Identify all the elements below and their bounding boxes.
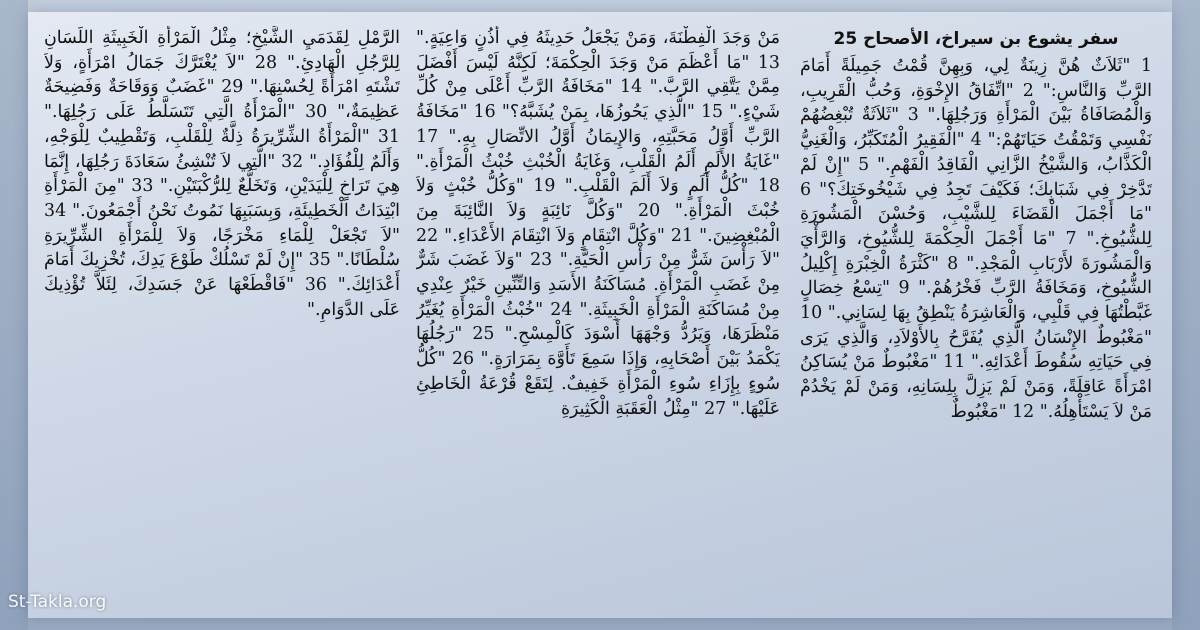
column-1-text: 1 "ثَلاَثٌ هُنَّ زِينَةٌ لِي، وَبِهِنَّ قُمْتُ جَمِيلَةً أَمَامَ الرَّبِّ وَالنَّاسِ:" 2 "اتِّفَاقُ الإِخْوَةِ، وَحُبُّ الْقَرِيبِ، وَالْمُصَافَاةُ بَيْنَ الْمَرْأَةِ وَرَجُلِهَا." 3 "ثَلاَثَةٌ تُبْغِضُهُمْ نَفْسِي وَتَمْقُتُ حَيَاتَهُمْ:" 4 "الْفَقِيرُ الْمُتَكَبِّرُ، وَالْغَنِيُّ الْكَذَّابُ، وَالشَّيْخُ الزَّانِي الْفَاقِدُ الْفَهْمِ." 5 "إِنْ لَمْ تَدَّخِرْ فِي شَبَابِكَ؛ فَكَيْفَ تَجِدُ فِي شَيْخُوخَتِكَ؟" 6 "مَا أَجْمَلَ الْقَضَاءَ لِلشَّيْبِ، وَحُسْنَ الْمَشُورَةِ لِلشُّيُوخِ." 7 "مَا أَجْمَلَ الْحِكْمَةَ لِلشُّيُوخِ، وَالرَّأْيَ وَالْمَشُورَةَ لأَرْبَابِ الْمَجْدِ." 8 "كَثْرَةُ الْخِبْرَةِ إِكْلِيلُ الشُّيُوخِ، وَمَخَافَةُ الرَّبِّ فَخْرُهُمْ." 9 "تِسْعُ خِصَالٍ غَبَّطْتُهَا فِي قَلْبِي، وَالْعَاشِرَةُ يَنْطِقُ بِهَا لِسَانِي." 10 "مَغْبُوطٌ الإِنْسَانُ الَّذِي يُفَرَّحُ بِالأَوْلاَدِ، وَالَّذِي يَرَى فِي حَيَاتِهِ سُقُوطَ أَعْدَائِهِ." 11 "مَغْبُوطٌ مَنْ يُسَاكِنُ امْرَأَةً عَاقِلَةً، وَمَنْ لَمْ يَزِلَّ بِلِسَانِهِ، وَمَنْ لَمْ يَخْدُمْ مَنْ لاَ يَسْتَأْهِلُهُ." 12 "مَغْبُوطٌ <box>800 56 1152 422</box>
column-2-text: مَنْ وَجَدَ الْفِطْنَةَ، وَمَنْ يَجْعَلُ حَدِيثَهُ فِي أُذُنٍ وَاعِيَةٍ." 13 "مَا أَعْظَمَ مَنْ وَجَدَ الْحِكْمَةَ؛ لَكِنَّهُ لَيْسَ أَفْضَلَ مِمَّنْ يَتَّقِي الرَّبَّ." 14 "مَخَافَةُ الرَّبِّ أَعْلَى مِنْ كُلِّ شَيْءٍ." 15 "الَّذِي يَحُوزُهَا، بِمَنْ يُشَبَّهُ؟" 16 "مَخَافَةُ الرَّبِّ أَوَّلُ مَحَبَّتِهِ، وَالإِيمَانُ أَوَّلُ الاتِّصَالِ بِهِ." 17 "غَايَةُ الأَلَمِ أَلَمُ الْقَلْبِ، وَغَايَةُ الْخُبْثِ خُبْثُ الْمَرْأَةِ." 18 "كُلُّ أَلَمٍ وَلاَ أَلَمَ الْقَلْبِ." 19 "وَكُلُّ خُبْثٍ وَلاَ خُبْثَ الْمَرْأَةِ." 20 "وَكُلَّ نَائِبَةٍ وَلاَ النَّائِبَةَ مِنَ الْمُبْغِضِينَ." 21 "وَكُلَّ انْتِقَامٍ وَلاَ انْتِقَامَ الأَعْدَاءِ." 22 "لاَ رَأْسَ شَرٌّ مِنْ رَأْسِ الْحَيَّةِ." 23 "وَلاَ غَضَبَ شَرٌّ مِنْ غَضَبِ الْمَرْأَةِ. مُسَاكَنَةُ الأَسَدِ وَالتِّنِّينِ خَيْرٌ عِنْدِي مِنْ مُسَاكَنَةِ الْمَرْأَةِ الْخَبِيثَةِ." 24 "خُبْثُ الْمَرْأَةِ يُغَيِّرُ مَنْظَرَهَا، وَيَرُدُّ وَجْهَهَا أَسْوَدَ كَالْمِسْحِ." 25 "رَجُلُهَا يَكْمَدُ بَيْنَ أَصْحَابِهِ، وَإِذَا سَمِعَ تَأَوَّهَ بِمَرَارَةٍ." 26 "كُلُّ سُوءٍ بِإِزَاءِ سُوءِ الْمَرْأَةِ خَفِيفٌ. لِتَقَعْ قُرْعَةُ الْخَاطِئِ عَلَيْهَا." 27 "مِثْلُ الْعَقَبَةِ الْكَثِيرَةِ <box>416 28 780 419</box>
column-3-text: الرَّمْلِ لِقَدَمَيِ الشَّيْخِ؛ مِثْلُ الْمَرْأَةِ الْخَبِيثَةِ اللِّسَانِ لِلرَّجُلِ الْهَادِئِ." 28 "لاَ يُغْتَرَّكَ جَمَالُ امْرَأَةٍ، وَلاَ تَشْتَهِ امْرَأَةً لِحُسْنِهَا." 29 "غَضَبٌ وَوَقَاحَةٌ وَفَضِيحَةٌ عَظِيمَةٌ،" 30 "الْمَرْأَةُ الَّتِي تَتَسَلَّطُ عَلَى رَجُلِهَا." 31 "الْمَرْأَةُ الشِّرِّيرَةُ ذِلَّةٌ لِلْقَلْبِ، وَتَقْطِيبٌ لِلْوَجْهِ، وَأَلَمٌ لِلْفُؤَادِ." 32 "الَّتِي لاَ تُنْشِئُ سَعَادَةَ رَجُلِهَا، إِنَّمَا هِيَ تَرَاخٍ لِلْيَدَيْنِ، وَتَخَلُّعٌ لِلرُّكْبَتَيْنِ." 33 "مِنَ الْمَرْأَةِ ابْتِدَاتُ الْخَطِيئَةِ، وَبِسَبَبِهَا نَمُوتُ نَحْنُ أَجْمَعُونَ." 34 "لاَ تَجْعَلْ لِلْمَاءِ مَخْرَجًا، وَلاَ لِلْمَرْأَةِ الشِّرِّيرَةِ سُلْطَانًا." 35 "إِنْ لَمْ تَسْلُكْ طَوْعَ يَدِكَ، تُخْزِيكَ أَمَامَ أَعْدَائِكَ." 36 "فَاقْطَعْهَا عَنْ جَسَدِكَ، لِئَلاَّ تُؤْذِيكَ عَلَى الدَّوَامِ." <box>44 28 400 320</box>
text-column-2 <box>416 26 780 616</box>
right-border <box>1172 0 1200 630</box>
left-border <box>0 0 28 630</box>
text-column-1 <box>800 26 1152 616</box>
site-watermark: St-Takla.org <box>8 592 107 612</box>
text-column-3 <box>44 26 400 616</box>
chapter-title: سفر يشوع بن سيراخ، الأصحاح 25 <box>833 29 1119 49</box>
scripture-panel <box>28 12 1172 618</box>
